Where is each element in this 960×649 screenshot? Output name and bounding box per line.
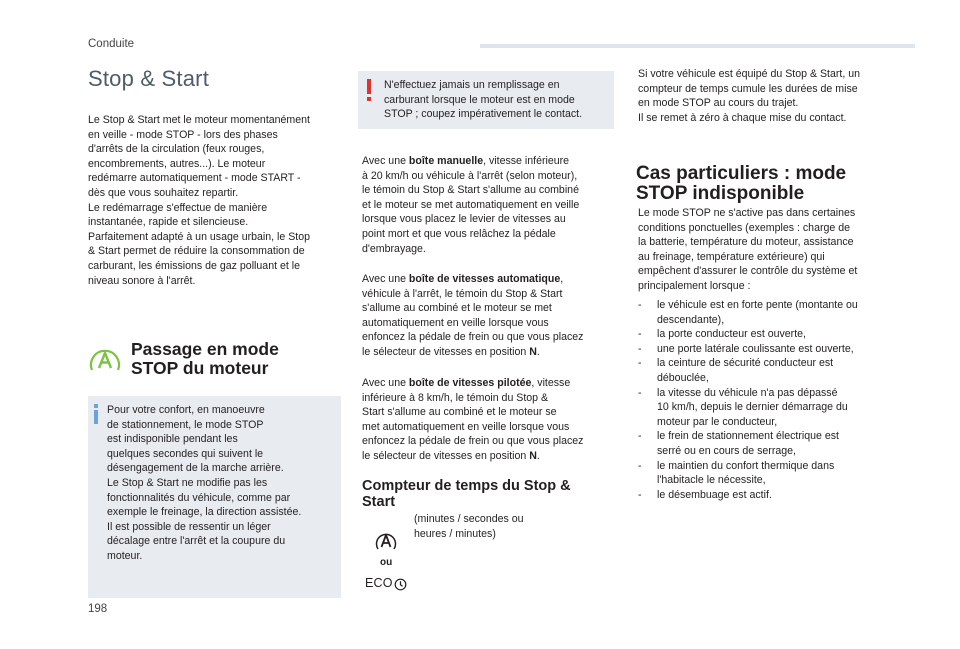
list-item: - une porte latérale coulissante est ouverte,	[638, 342, 900, 357]
conditions-list	[638, 298, 900, 502]
intro-paragraph: Le Stop & Start met le moteur momentanément en veille - mode STOP - lors des phases d'arrêts de la circulation (feux rouges, encombrements, autres...). Le moteur redémarre automatiquement - mode START - dès que vous souhaitez repartir. Le redémarrage s'effectue de manière instantanée, rapide et silencieuse. Parfaitement adapté à un usage urbain, le Stop & Start permet de réduire la consommation de carburant, les émissions de gaz polluant et le niveau sonore à l'arrêt.	[88, 114, 311, 287]
compteur-title: Compteur de temps du Stop & Start	[362, 478, 571, 510]
list-item: - la vitesse du véhicule n'a pas dépassé 10 km/h, depuis le dernier démarrage du moteur par le conducteur,	[638, 386, 900, 430]
info-text: Pour votre confort, en manoeuvre de stationnement, le mode STOP est indisponible pendant les quelques secondes qui suivent le désengagement de la marche arrière. Le Stop & Start ne modifie pas les fonctionnalités du véhicule, comme par exemple le freinage, la direction assistée. Il est possible de ressentir un léger décalage entre l'arrêt et la coupure du moteur.	[107, 404, 302, 562]
page-number: 198	[88, 603, 108, 615]
manual-gearbox-paragraph: Avec une boîte manuelle, vitesse inférieure à 20 km/h ou véhicule à l'arrêt (selon moteur), le témoin du Stop & Start s'allume au combiné et le moteur se met automatiquement en veille lorsque vous placez le levier de vitesses au point mort et que vous relâchez la pédale d'embrayage.	[362, 155, 580, 255]
warning-icon	[367, 79, 371, 101]
compteur-note: (minutes / secondes ou heures / minutes)	[414, 513, 524, 540]
passage-title: Passage en mode STOP du moteur	[131, 339, 279, 378]
list-item: - le véhicule est en forte pente (montante ou descendante),	[638, 298, 900, 327]
list-item: - le frein de stationnement électrique est serré ou en cours de serrage,	[638, 429, 900, 458]
eco-clock-icon	[394, 578, 407, 591]
counter-paragraph: Si votre véhicule est équipé du Stop & Start, un compteur de temps cumule les durées de mise en mode STOP au cours du trajet. Il se remet à zéro à chaque mise du contact.	[638, 68, 861, 124]
info-box	[88, 396, 341, 598]
warning-box	[358, 71, 614, 129]
special-cases-title: Cas particuliers : mode STOP indisponible	[636, 163, 847, 204]
section-label: Conduite	[88, 38, 135, 50]
auto-stop-icon	[88, 344, 122, 374]
special-cases-intro: Le mode STOP ne s'active pas dans certaines conditions ponctuelles (exemples : charge de la batterie, température du moteur, assistance au freinage, température extérieure) qui empêchent d'assurer le contrôle du système et principalement lorsque :	[638, 207, 858, 292]
or-label: ou	[380, 557, 393, 568]
list-item: - la porte conducteur est ouverte,	[638, 327, 900, 342]
list-item: - le maintien du confort thermique dans l'habitacle le nécessite,	[638, 459, 900, 488]
auto-stop-icon	[375, 526, 397, 552]
piloted-gearbox-paragraph: Avec une boîte de vitesses pilotée, vitesse inférieure à 8 km/h, le témoin du Stop & Start s'allume au combiné et le moteur se met automatiquement en veille lorsque vous enfoncez la pédale de frein ou que vous placez le sélecteur de vitesses en position N.	[362, 377, 584, 462]
eco-label: ECO	[365, 576, 393, 590]
list-item: - la ceinture de sécurité conducteur est débouclée,	[638, 356, 900, 385]
list-item: - le désembuage est actif.	[638, 488, 900, 503]
automatic-gearbox-paragraph: Avec une boîte de vitesses automatique, véhicule à l'arrêt, le témoin du Stop & Start s'allume au combiné et le moteur se met automatiquement en veille lorsque vous enfoncez la pédale de frein ou que vous placez le sélecteur de vitesses en position N.	[362, 273, 584, 358]
header-bar	[480, 44, 915, 48]
warning-text: N'effectuez jamais un remplissage en carburant lorsque le moteur est en mode STOP ; coupez impérativement le contact.	[384, 79, 583, 121]
info-icon	[94, 404, 98, 424]
page-title: Stop & Start	[88, 66, 210, 91]
